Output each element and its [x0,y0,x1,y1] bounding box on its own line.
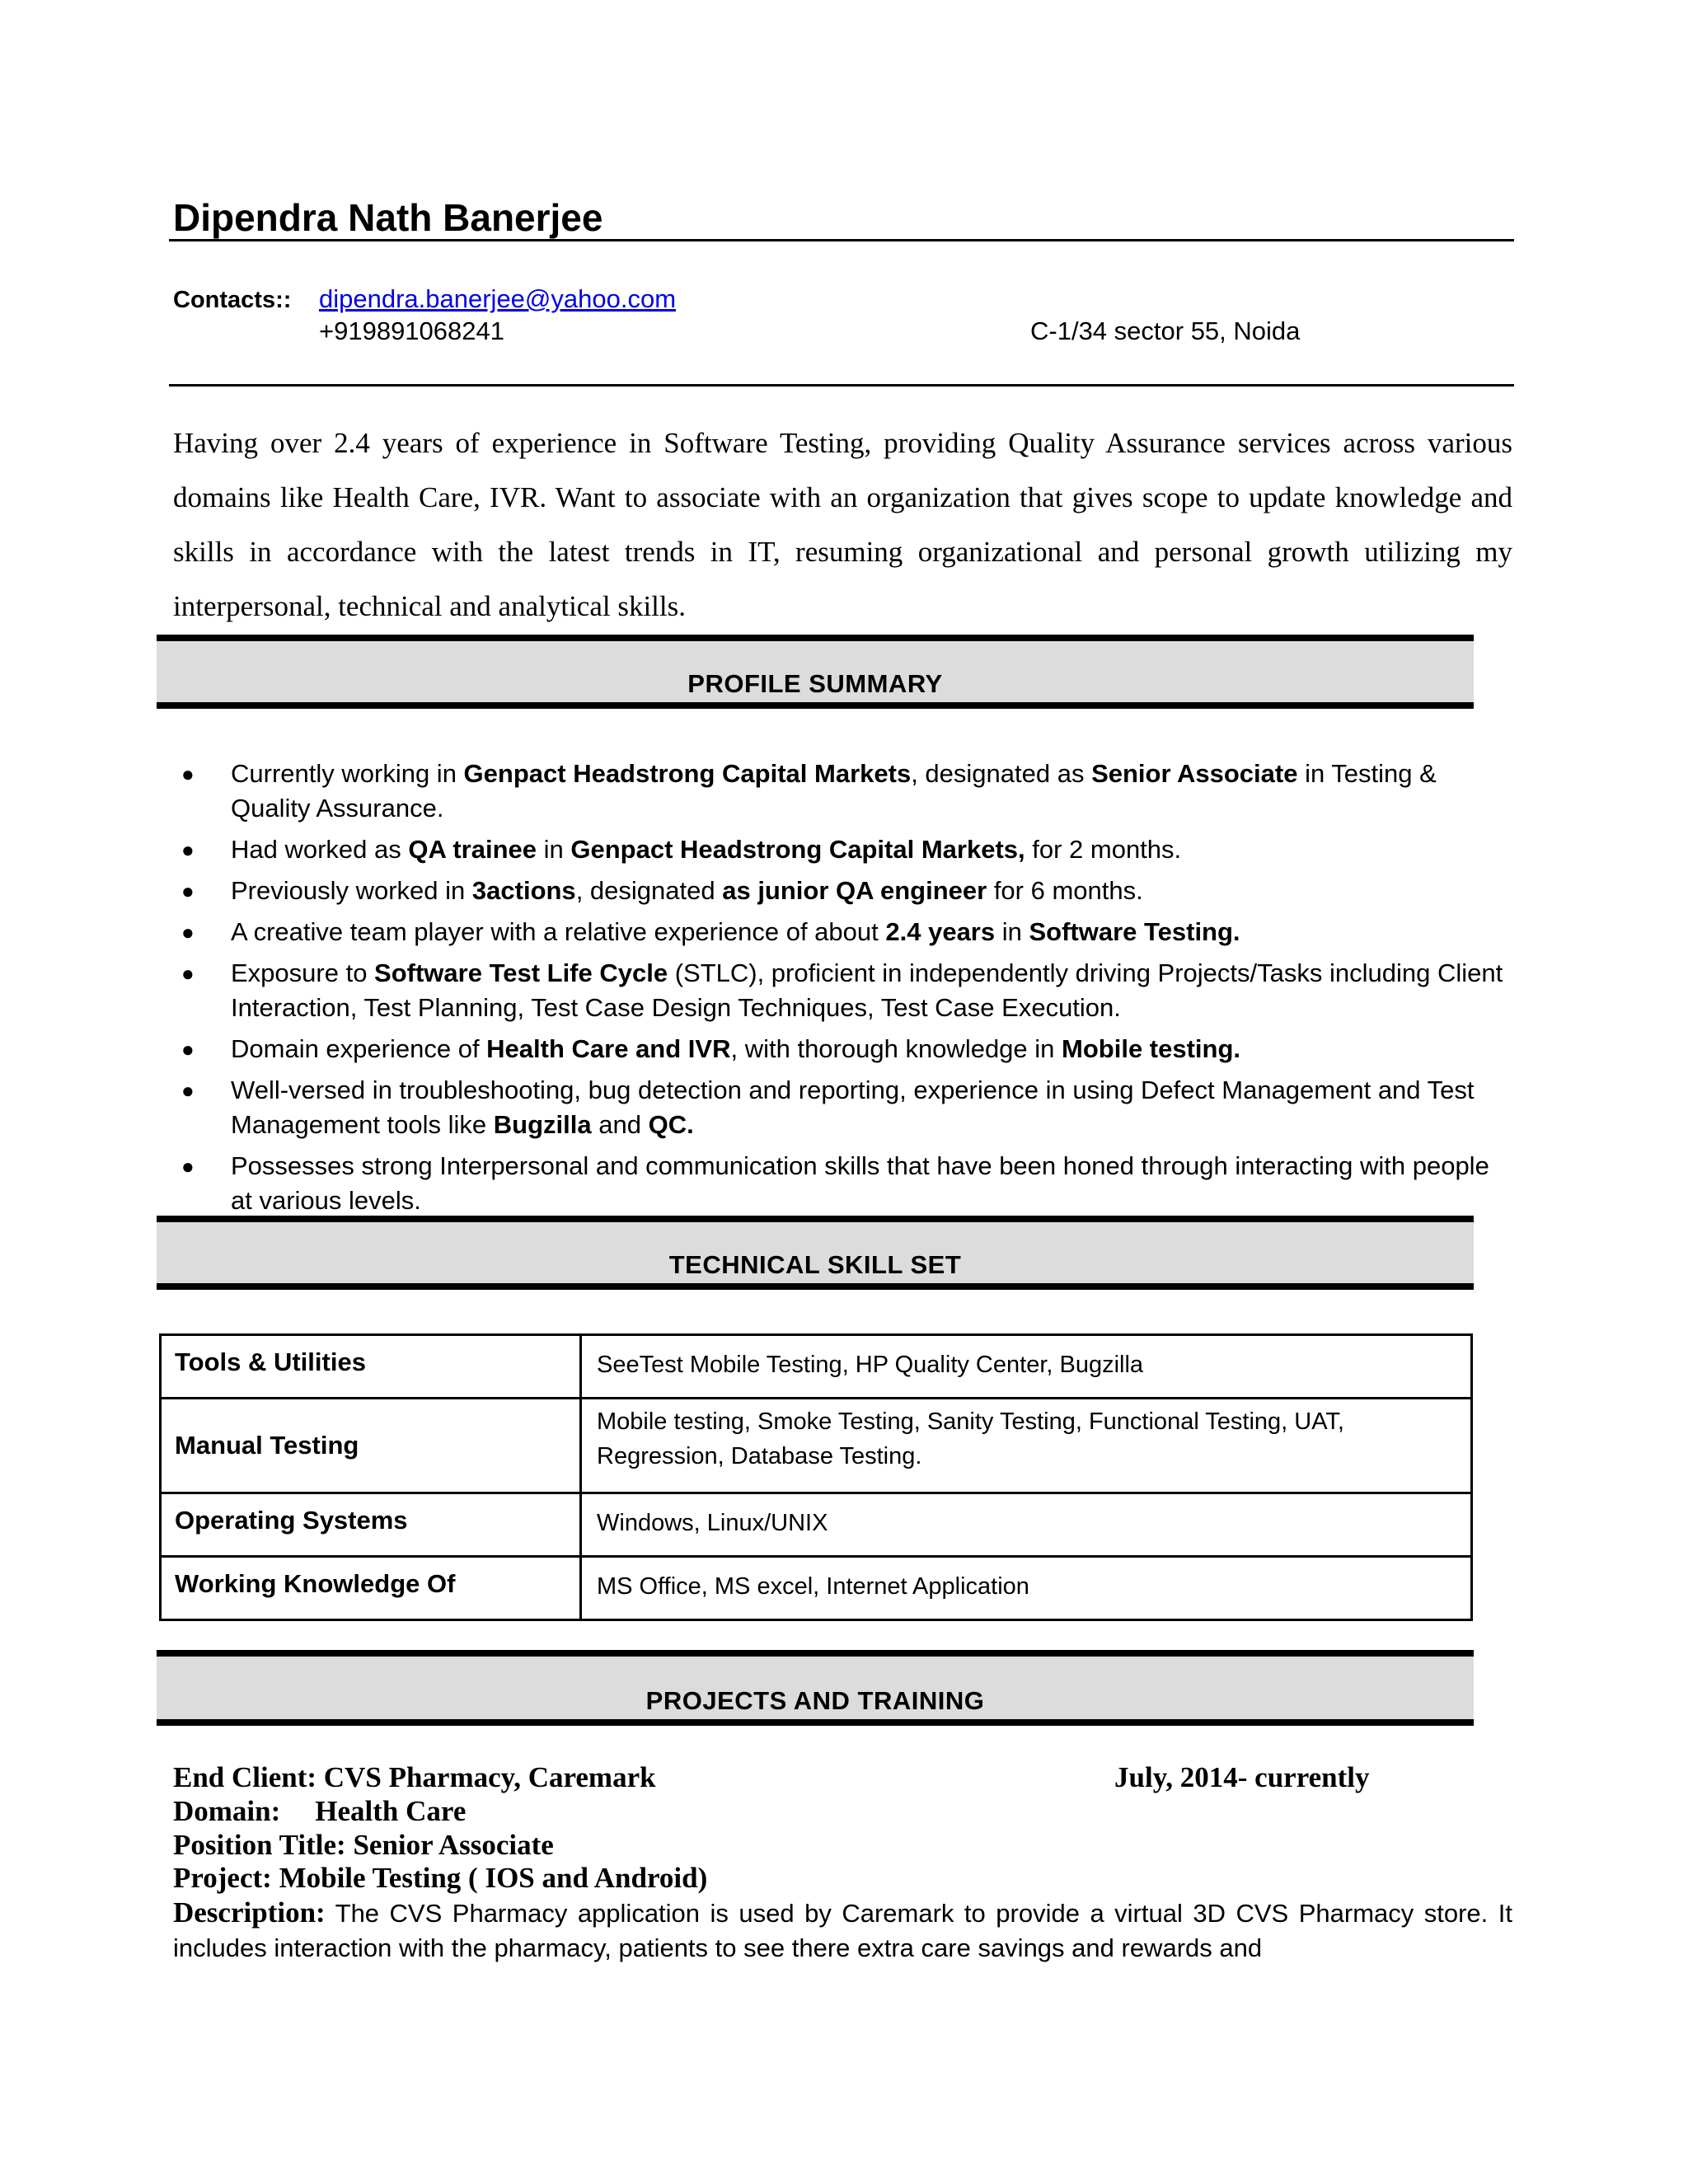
profile-summary-heading: PROFILE SUMMARY [687,669,943,698]
table-row [161,1557,1472,1620]
summary-text: Well-versed in troubleshooting, bug detection and reporting, experience in using Defect Management and Test Management tools like [231,1076,1475,1139]
summary-emphasis: Genpact Headstrong Capital Markets, [570,835,1025,864]
domain-value: Health Care [315,1795,467,1827]
domain-label: Domain: [173,1795,281,1827]
project-date: July, 2014- currently [1114,1761,1370,1793]
address: C-1/34 sector 55, Noida [1030,316,1301,345]
description-text: The CVS Pharmacy application is used by Caremark to provide a virtual 3D CVS Pharmacy store. It includes interaction with the pharmacy, patients to see there extra care savings and rewards and [173,1899,1512,1962]
summary-emphasis: QC. [648,1110,694,1139]
projects-heading: PROJECTS AND TRAINING [645,1686,985,1715]
summary-emphasis: 2.4 years [885,917,996,946]
contacts-label: Contacts:: [173,287,292,313]
summary-item [173,832,1517,867]
summary-text: for 2 months. [1025,835,1182,864]
project-name: Project: Mobile Testing ( IOS and Android) [173,1862,708,1894]
summary-text: in [537,835,571,864]
skills-table [159,1333,1473,1621]
summary-text: Possesses strong Interpersonal and communication skills that have been honed through interacting with people at various levels. [231,1151,1489,1215]
summary-emphasis: as junior QA engineer [722,876,987,905]
skill-key: Manual Testing [161,1399,581,1493]
summary-emphasis: 3actions [471,876,576,905]
candidate-name: Dipendra Nath Banerjee [173,196,603,239]
summary-text: for 6 months. [987,876,1143,905]
contacts-divider [169,384,1514,387]
skill-key: Working Knowledge Of [161,1557,581,1620]
summary-emphasis: Genpact Headstrong Capital Markets [463,759,912,788]
profile-summary-band [157,635,1474,709]
summary-text: in Testing & Quality Assurance. [231,759,1437,823]
project-domain [173,1795,466,1828]
technical-skills-heading: TECHNICAL SKILL SET [668,1250,962,1279]
skill-value: SeeTest Mobile Testing, HP Quality Center, Bugzilla [581,1335,1472,1399]
summary-text: (STLC), proficient in independently driving Projects/Tasks including Client Interaction, Test Planning, Test Case Design Techniques, Test Case Execution. [231,958,1503,1022]
bullet-icon: ● [181,920,195,944]
skill-value: Mobile testing, Smoke Testing, Sanity Testing, Functional Testing, UAT, Regression, Database Testing. [581,1399,1472,1493]
email-link[interactable]: dipendra.banerjee@yahoo.com [319,284,677,313]
summary-emphasis: Mobile testing. [1062,1034,1241,1063]
table-row [161,1399,1472,1493]
summary-text: Currently working in [231,759,464,788]
skill-value: MS Office, MS excel, Internet Application [581,1557,1472,1620]
table-row [161,1335,1472,1399]
summary-emphasis: Senior Associate [1091,759,1298,788]
summary-item [173,757,1517,826]
skill-key: Tools & Utilities [161,1335,581,1399]
description-label: Description: [173,1896,326,1929]
bullet-icon: ● [181,961,195,986]
summary-text: Previously worked in [231,876,472,905]
position-title: Position Title: Senior Associate [173,1829,554,1861]
bullet-icon: ● [181,879,195,903]
summary-emphasis: Health Care and IVR [486,1034,731,1063]
summary-text: , designated [575,876,723,905]
bullet-icon: ● [181,1154,195,1179]
summary-item [173,1149,1517,1218]
summary-text: Domain experience of [231,1034,487,1063]
summary-item [173,874,1517,908]
summary-text: , designated as [911,759,1092,788]
projects-band [157,1650,1474,1726]
summary-emphasis: Software Testing. [1029,917,1240,946]
technical-skills-band [157,1216,1474,1290]
summary-text: in [995,917,1029,946]
project-description [173,1896,1512,1966]
summary-emphasis: Software Test Life Cycle [374,958,668,987]
summary-item [173,915,1517,949]
bullet-icon: ● [181,837,195,862]
bullet-icon: ● [181,1037,195,1062]
phone-number: +919891068241 [319,316,504,345]
skill-key: Operating Systems [161,1493,581,1557]
summary-text: , with thorough knowledge in [730,1034,1062,1063]
summary-item [173,1032,1517,1066]
summary-item [173,1073,1517,1142]
bullet-icon: ● [181,1078,195,1103]
name-divider [169,239,1514,241]
end-client: End Client: CVS Pharmacy, Caremark [173,1761,656,1793]
skill-value: Windows, Linux/UNIX [581,1493,1472,1557]
table-row [161,1493,1472,1557]
bullet-icon: ● [181,762,195,786]
profile-summary-list [173,757,1517,1225]
summary-text: Had worked as [231,835,409,864]
summary-emphasis: QA trainee [408,835,537,864]
objective-paragraph: Having over 2.4 years of experience in Software Testing, providing Quality Assurance services across various domains like Health Care, IVR. Want to associate with an organization that gives scope to update knowledge and skills in accordance with the latest trends in IT, resuming organizational and personal growth utilizing my interpersonal, technical and analytical skills. [173,427,1512,622]
summary-emphasis: Bugzilla [493,1110,592,1139]
summary-text: Exposure to [231,958,375,987]
summary-text: A creative team player with a relative experience of about [231,917,886,946]
summary-text: and [591,1110,649,1139]
summary-item [173,956,1517,1025]
